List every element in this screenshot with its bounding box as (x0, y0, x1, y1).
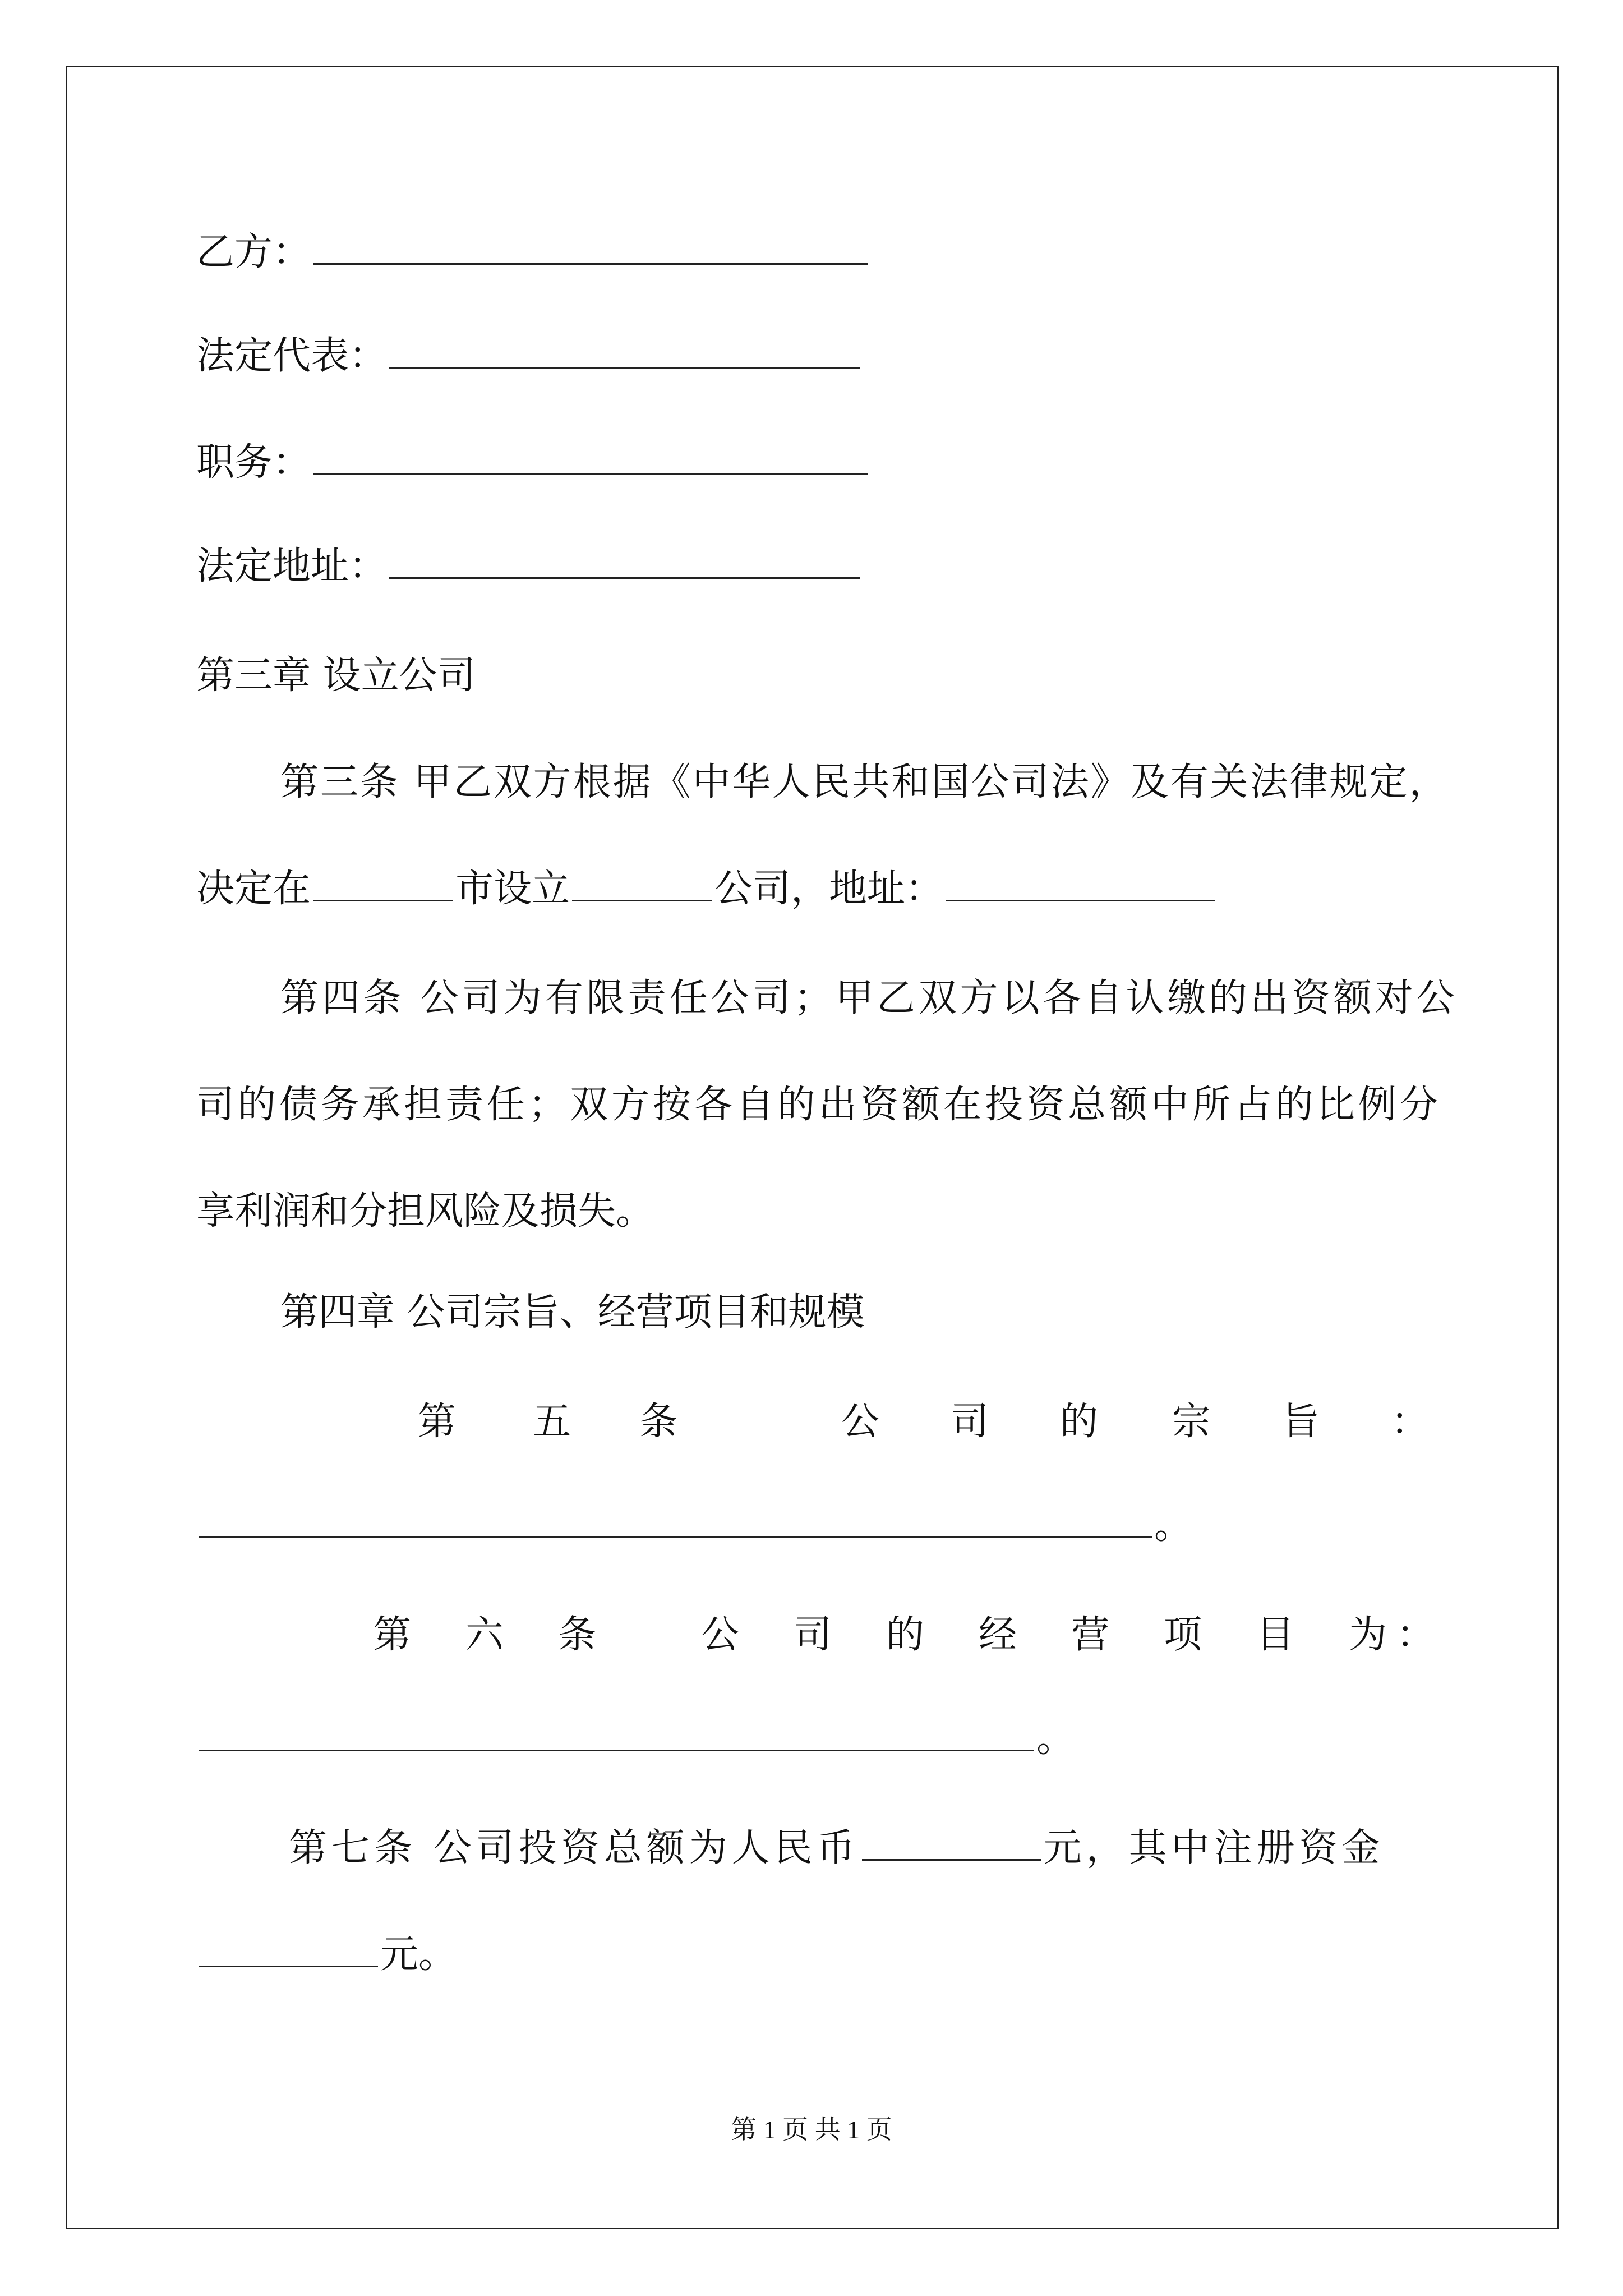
article-6-word: 司 (794, 1613, 832, 1657)
legal-rep-row (196, 331, 863, 381)
registered-capital-blank (199, 1932, 378, 1967)
article-7-text-b: 元，其中注册资金 (1043, 1826, 1385, 1870)
article-5-word: ： (1391, 1400, 1430, 1444)
position-row (196, 438, 870, 488)
article-3-line-1: 第三条 甲乙双方根据《中华人民共和国公司法》及有关法律规定， (280, 760, 1449, 804)
article-4-line-3: 享利润和分担风险及损失。 (196, 1189, 654, 1234)
chapter-3-title: 第三章 设立公司 (196, 654, 476, 698)
article-4-line-2: 司的债务承担责任；双方按各自的出资额在投资总额中所占的比例分 (196, 1083, 1442, 1127)
legal-rep-blank (389, 333, 860, 369)
article-3-text-a: 决定在 (196, 867, 311, 911)
article-6-line-2 (196, 1714, 1075, 1764)
page-footer: 第 1 页 共 1 页 (731, 2115, 892, 2144)
article-6-word: 第 (373, 1613, 412, 1657)
party-b-blank (313, 229, 868, 265)
article-4-line-1: 第四条 公司为有限责任公司；甲乙双方以各自认缴的出资额对公 (280, 976, 1458, 1020)
address-blank (946, 866, 1215, 901)
article-5-word: 旨 (1281, 1400, 1320, 1444)
article-3-text-b: 市设立 (455, 867, 570, 911)
total-investment-blank (862, 1825, 1041, 1861)
article-6-word: 公 (701, 1613, 740, 1657)
article-7-text-a: 第七条 公司投资总额为人民币 (289, 1826, 860, 1870)
purpose-blank (199, 1503, 1152, 1538)
article-6-end: 。 (1036, 1717, 1075, 1761)
party-b-row (196, 227, 870, 278)
article-6-word: 经 (979, 1613, 1017, 1657)
article-5-word: 宗 (1172, 1400, 1211, 1444)
article-5-end: 。 (1154, 1503, 1193, 1548)
article-5-word: 的 (1060, 1400, 1099, 1444)
article-3-text-c: 公司，地址： (714, 867, 944, 911)
party-b-label: 乙方： (196, 230, 311, 274)
article-6-word: 为 (1349, 1613, 1387, 1657)
legal-rep-label: 法定代表： (196, 334, 388, 378)
article-6-word: 条 (558, 1613, 597, 1657)
position-label: 职务： (196, 440, 311, 485)
article-5-line-2 (196, 1501, 1192, 1551)
legal-address-row (196, 541, 863, 592)
company-name-blank (572, 866, 712, 901)
article-6-word: 目 (1256, 1613, 1295, 1657)
article-5-word: 公 (841, 1400, 880, 1444)
legal-address-label: 法定地址： (196, 544, 388, 588)
article-5-word: 司 (951, 1400, 989, 1444)
article-6-word: 六 (465, 1613, 504, 1657)
article-6-word: 项 (1164, 1613, 1202, 1657)
article-5-word: 五 (533, 1400, 571, 1444)
article-6-word: 的 (886, 1613, 925, 1657)
article-6-word: ： (1396, 1613, 1435, 1657)
article-7-end: 元。 (380, 1932, 457, 1977)
city-blank (313, 866, 453, 901)
article-6-word: 营 (1071, 1613, 1110, 1657)
article-7-line-2 (196, 1930, 457, 1980)
chapter-4-title: 第四章 公司宗旨、经营项目和规模 (280, 1290, 865, 1335)
article-3-line-2 (196, 864, 1217, 914)
article-5-word: 第 (418, 1400, 457, 1444)
position-blank (313, 440, 868, 475)
article-7-line-1 (289, 1823, 1385, 1874)
business-scope-blank (199, 1716, 1034, 1751)
page-border (66, 66, 1559, 2229)
article-5-word: 条 (639, 1400, 678, 1444)
legal-address-blank (389, 544, 860, 579)
